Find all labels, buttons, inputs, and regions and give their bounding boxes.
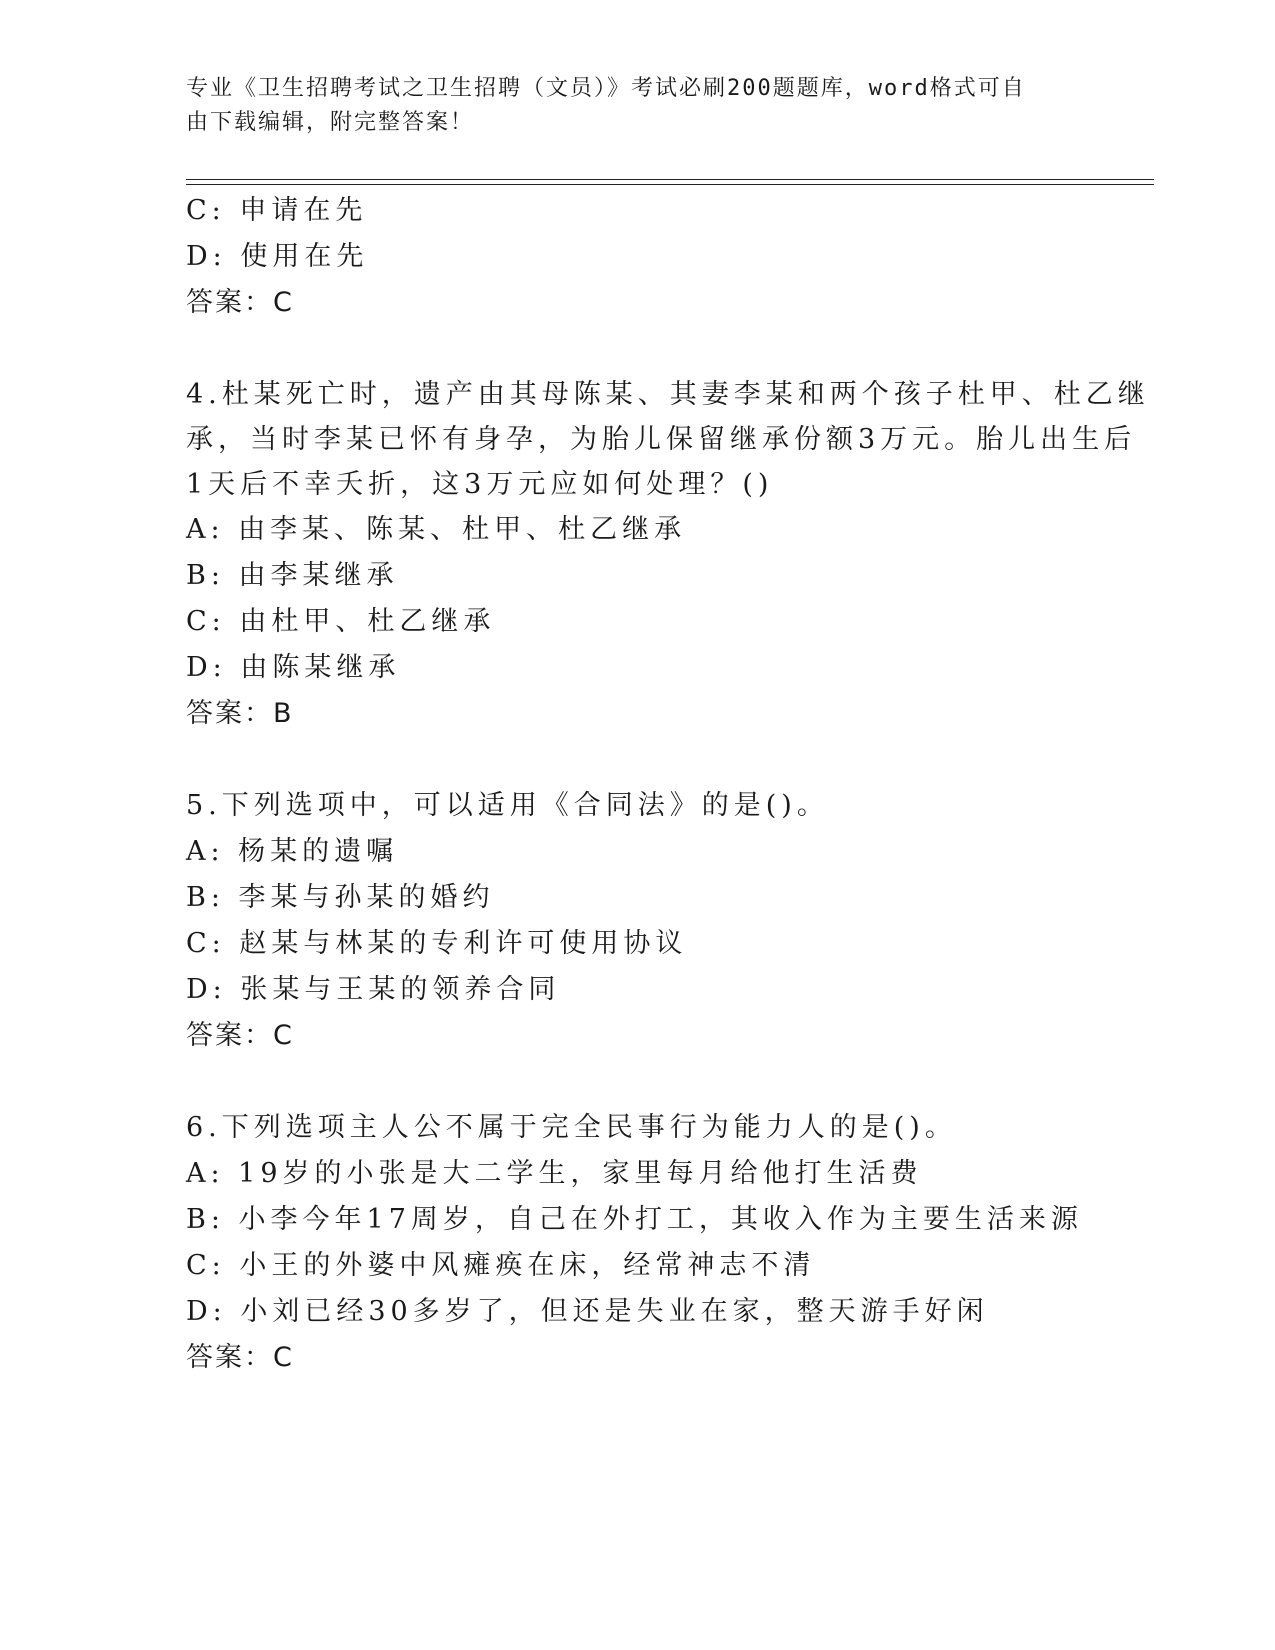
q6-option-a: A: 19岁的小张是大二学生，家里每月给他打生活费 — [186, 1158, 923, 1189]
q6-option-b: B: 小李今年17周岁，自己在外打工，其收入作为主要生活来源 — [186, 1204, 1083, 1235]
header-line-2: 由下载编辑，附完整答案！ — [186, 110, 475, 135]
q6-stem: 6.下列选项主人公不属于完全民事行为能力人的是()。 — [186, 1112, 957, 1143]
q5-option-c: C: 赵某与林某的专利许可使用协议 — [186, 928, 688, 959]
document-body — [186, 188, 1150, 1381]
q4-option-c: C: 由杜甲、杜乙继承 — [186, 606, 496, 637]
q5-answer: 答案：C — [186, 1020, 294, 1051]
header-line-1: 专业《卫生招聘考试之卫生招聘（文员）》考试必刷200题题库，word格式可自 — [186, 76, 1026, 101]
q4-stem-line-2: 承，当时李某已怀有身孕，为胎儿保留继承份额3万元。胎儿出生后 — [186, 424, 1137, 455]
question-3 — [186, 188, 1086, 326]
question-4 — [186, 372, 1150, 737]
question-5 — [186, 783, 1086, 1059]
spacer — [186, 1059, 1086, 1105]
q6-answer: 答案：C — [186, 1342, 294, 1373]
q4-stem — [186, 372, 1150, 507]
spacer — [186, 326, 1086, 372]
q4-stem-line-3: 1天后不幸夭折，这3万元应如何处理？() — [186, 469, 774, 500]
q5-option-d: D: 张某与王某的领养合同 — [186, 974, 561, 1005]
q6-option-c: C: 小王的外婆中风瘫痪在床，经常神志不清 — [186, 1250, 816, 1281]
q4-option-a: A: 由李某、陈某、杜甲、杜乙继承 — [186, 514, 687, 545]
question-6 — [186, 1105, 1086, 1381]
header-rule-top — [186, 179, 1154, 180]
spacer — [186, 737, 1086, 783]
q4-stem-line-1: 4.杜某死亡时，遗产由其母陈某、其妻李某和两个孩子杜甲、杜乙继 — [186, 379, 1150, 410]
q6-option-d: D: 小刘已经30多岁了，但还是失业在家，整天游手好闲 — [186, 1296, 989, 1327]
q3-option-d: D: 使用在先 — [186, 241, 369, 272]
q4-option-d: D: 由陈某继承 — [186, 652, 401, 683]
q5-stem: 5.下列选项中，可以适用《合同法》的是()。 — [186, 790, 829, 821]
document-header — [186, 72, 1076, 140]
q5-option-a: A: 杨某的遗嘱 — [186, 836, 399, 867]
q3-option-c: C: 申请在先 — [186, 195, 368, 226]
q4-option-b: B: 由李某继承 — [186, 560, 399, 591]
q4-answer: 答案：B — [186, 698, 294, 729]
header-rule-bottom — [186, 184, 1154, 185]
q5-option-b: B: 李某与孙某的婚约 — [186, 882, 495, 913]
q3-answer: 答案：C — [186, 287, 294, 318]
